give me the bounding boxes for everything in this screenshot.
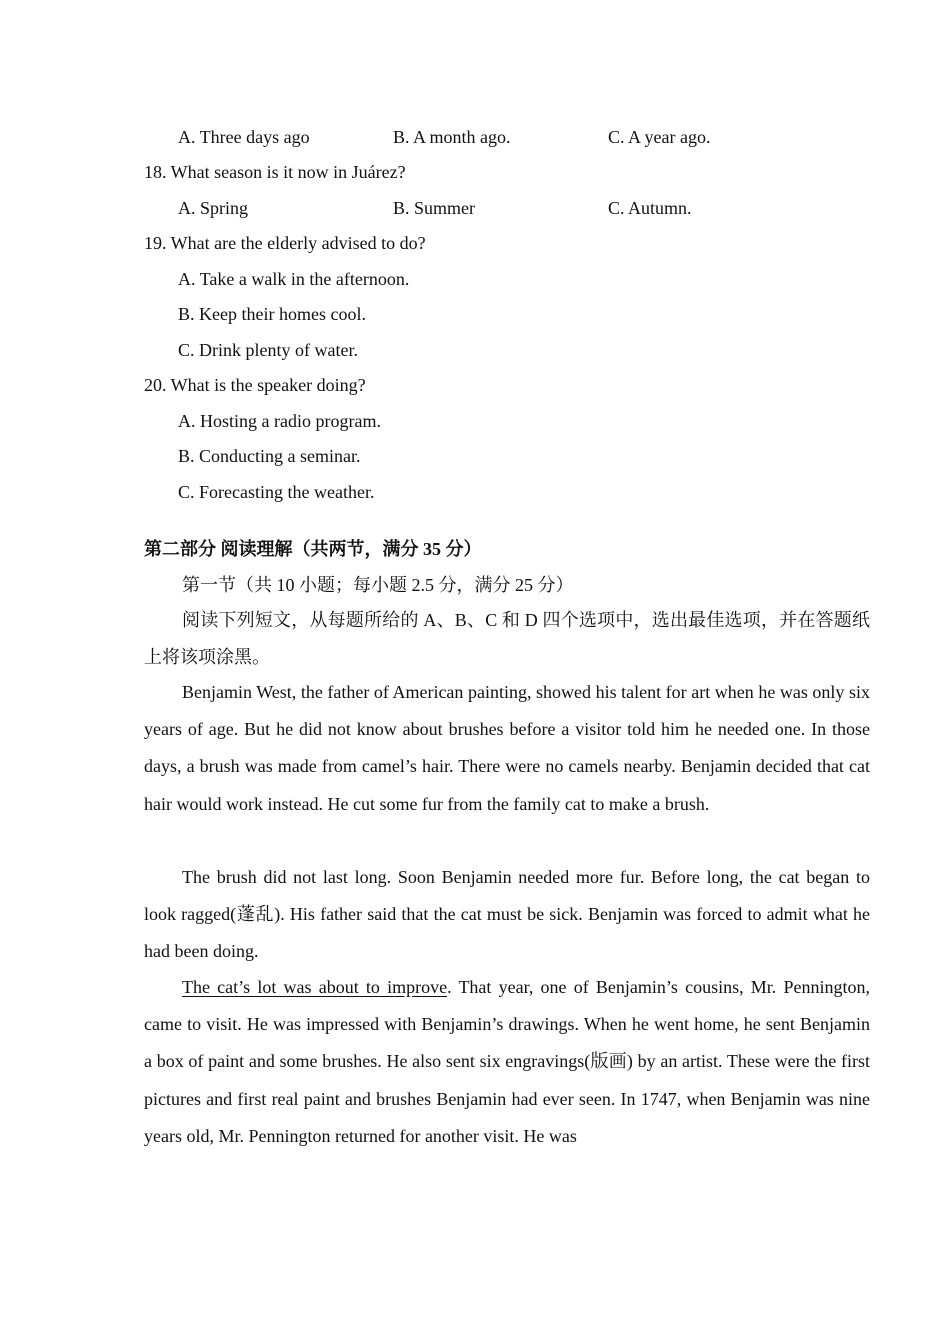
q19-option-c: C. Drink plenty of water. [178,340,358,360]
q18-option-b: B. Summer [393,198,476,218]
passage-paragraph-2: The brush did not last long. Soon Benjamin needed more fur. Before long, the cat began to look ragged(蓬乱). His father said that the cat must be sick. Benjamin was forced to admit what he had been doing. [144,867,870,962]
q19-option-b: B. Keep their homes cool. [178,304,366,324]
passage-paragraph-3 [144,969,870,1155]
section1-heading: 第一节（共 10 小题；每小题 2.5 分，满分 25 分） [182,575,574,595]
passage-paragraph-1: Benjamin West, the father of American painting, showed his talent for art when he was only six years of age. But he did not know about brushes before a visitor told him he needed one. In those days, a brush was made from camel’s hair. There were no camels nearby. Benjamin decided that cat hair would work instead. He cut some fur from the family cat to make a brush. [144,682,870,814]
paragraph-3-text: . That year, one of Benjamin’s cousins, Mr. Pennington, came to visit. He was impressed with Benjamin’s drawings. When he went home, he sent Benjamin a box of paint and some brushes. He also sent six engravings(版画) by an artist. These were the first pictures and first real paint and brushes Benjamin had ever seen. In 1747, when Benjamin was nine years old, Mr. Pennington returned for another visit. He was [144,977,870,1146]
q18-option-c: C. Autumn. [608,198,692,218]
part2-heading: 第二部分 阅读理解（共两节，满分 35 分） [144,539,482,559]
q20-option-c: C. Forecasting the weather. [178,482,375,502]
underlined-sentence: The cat’s lot was about to improve [182,977,448,997]
q19-option-a: A. Take a walk in the afternoon. [178,269,410,289]
q17-option-a: A. Three days ago [178,127,310,147]
q20-question: 20. What is the speaker doing? [144,375,366,395]
q20-option-a: A. Hosting a radio program. [178,411,381,431]
q19-question: 19. What are the elderly advised to do? [144,233,426,253]
q20-option-b: B. Conducting a seminar. [178,446,361,466]
q18-question: 18. What season is it now in Juárez? [144,162,406,182]
q17-option-c: C. A year ago. [608,127,711,147]
q18-option-a: A. Spring [178,198,249,218]
reading-instructions: 阅读下列短文，从每题所给的 A、B、C 和 D 四个选项中，选出最佳选项，并在答题纸上将该项涂黑。 [144,610,870,667]
q17-option-b: B. A month ago. [393,127,511,147]
